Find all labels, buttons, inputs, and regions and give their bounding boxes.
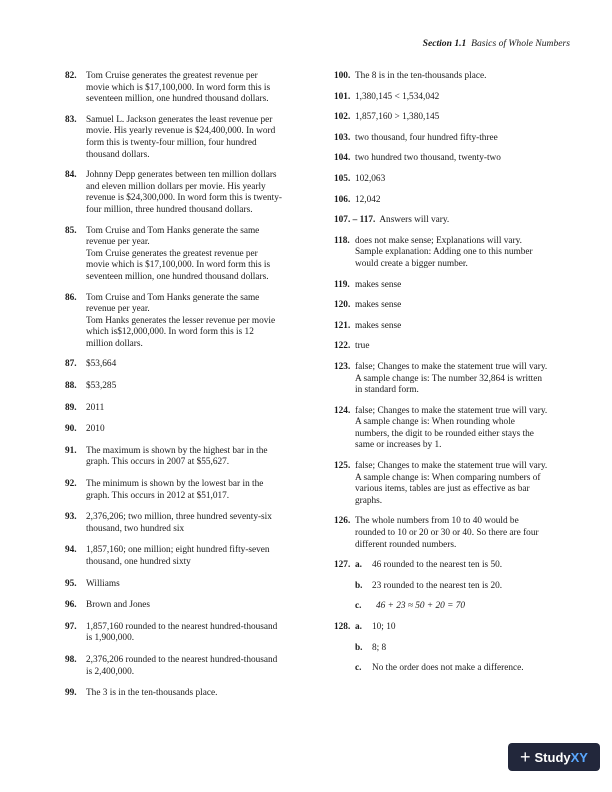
- answer-line: A sample change is: The number 32,864 is written: [355, 373, 543, 384]
- answer-number: 128.: [334, 622, 351, 632]
- answer-line: 1,857,160 > 1,380,145: [355, 112, 440, 123]
- answer-line: Tom Cruise and Tom Hanks generate the same: [86, 292, 260, 303]
- page-header: [423, 38, 570, 49]
- answer-line: graphs.: [355, 495, 383, 506]
- answer-line: A sample change is: When comparing numbers of: [355, 472, 541, 483]
- answer-part: [355, 622, 584, 634]
- answer-line: various items, tables are just as effective as bar: [355, 484, 530, 495]
- answer-item: [334, 71, 584, 83]
- answer-number: 105.: [334, 173, 351, 184]
- answer-item: [65, 115, 325, 161]
- answer-line: 12,042: [355, 194, 381, 205]
- part-text: 23 rounded to the nearest ten is 20.: [372, 580, 503, 591]
- answer-line: false; Changes to make the statement true will vary.: [355, 361, 548, 372]
- answer-line: 2,376,206 rounded to the nearest hundred-thousand: [86, 654, 278, 665]
- answer-number: 86.: [65, 292, 77, 303]
- answer-item: [334, 461, 584, 507]
- answer-line: seventeen million, one hundred thousand dollars.: [86, 94, 269, 105]
- part-label: a.: [355, 622, 362, 632]
- answer-item: [334, 280, 584, 292]
- answer-line: true: [355, 341, 370, 352]
- answer-line: graph. This occurs in 2007 at $55,627.: [86, 457, 230, 468]
- answer-number: 88.: [65, 381, 77, 392]
- answer-line: rounded to 10 or 20 or 30 or 40. So there are four: [355, 528, 539, 539]
- answer-number: 96.: [65, 600, 77, 611]
- answer-item: [334, 92, 584, 104]
- answer-line: Tom Cruise generates the greatest revenue per: [86, 248, 258, 259]
- answer-line: Answers will vary.: [379, 215, 450, 226]
- answer-line: $53,285: [86, 381, 117, 392]
- answer-line: revenue per year.: [86, 304, 150, 315]
- answer-item: [65, 403, 325, 415]
- answer-item: [334, 406, 584, 452]
- part-text: No the order does not make a difference.: [372, 663, 524, 674]
- answer-item: [334, 112, 584, 124]
- answer-item: [65, 293, 325, 351]
- answer-item: [334, 516, 584, 551]
- answer-part: [355, 560, 584, 572]
- answer-line: is 1,900,000.: [86, 633, 135, 644]
- answer-number: 92.: [65, 479, 77, 490]
- answer-line: is 2,400,000.: [86, 666, 135, 677]
- answer-line: The maximum is shown by the highest bar in the: [86, 445, 268, 456]
- answer-number: 124.: [334, 405, 351, 416]
- answer-line: 2010: [86, 424, 105, 435]
- answer-number: 83.: [65, 114, 77, 125]
- answer-line: same or increases by 1.: [355, 440, 442, 451]
- answer-number: 100.: [334, 71, 351, 81]
- answer-line: movie which is $17,100,000. In word form this is: [86, 260, 271, 271]
- answer-number: 82.: [65, 71, 77, 81]
- answer-number: 123.: [334, 361, 351, 372]
- part-label: a.: [355, 560, 362, 571]
- answer-line: makes sense: [355, 300, 402, 311]
- answer-line: thousand dollars.: [86, 149, 150, 160]
- answer-number: 98.: [65, 654, 77, 665]
- answer-number: 102.: [334, 112, 351, 123]
- answer-line: different rounded numbers.: [355, 539, 457, 550]
- answer-line: revenue is $24,300,000. In word form this is twenty-: [86, 193, 282, 204]
- answer-item: [65, 226, 325, 284]
- answer-item: [65, 512, 325, 535]
- answer-number: 94.: [65, 545, 77, 556]
- answer-item: [334, 341, 584, 353]
- answer-item: [65, 479, 325, 502]
- answer-line: Williams: [86, 578, 120, 589]
- part-text: 8; 8: [372, 642, 387, 653]
- answer-line: 1,857,160; one million; eight hundred fifty-seven: [86, 545, 270, 556]
- section-title: Basics of Whole Numbers: [471, 38, 570, 49]
- answer-line: Tom Cruise generates the greatest revenue per: [86, 71, 258, 81]
- answer-number: 103.: [334, 132, 351, 143]
- left-column: [65, 71, 325, 710]
- part-label: b.: [355, 580, 363, 591]
- part-text: 10; 10: [372, 622, 396, 632]
- answer-item: [65, 359, 325, 371]
- answer-line: does not make sense; Explanations will vary.: [355, 235, 522, 246]
- answer-line: false; Changes to make the statement true will vary.: [355, 461, 548, 472]
- answer-line: 1,380,145 < 1,534,042: [355, 91, 440, 102]
- part-label: c.: [355, 663, 362, 674]
- answer-number: 101.: [334, 91, 351, 102]
- answer-item: [65, 71, 325, 106]
- answer-number: 84.: [65, 170, 77, 181]
- answer-line: in standard form.: [355, 385, 419, 396]
- answer-line: The 8 is in the ten-thousands place.: [355, 71, 487, 81]
- answer-item: [334, 321, 584, 333]
- answer-line: Johnny Depp generates between ten million dollars: [86, 170, 277, 181]
- answer-line: seventeen million, one hundred thousand dollars.: [86, 271, 269, 282]
- answer-number: 118.: [334, 235, 350, 246]
- answer-part: [355, 663, 584, 675]
- answer-line: thousand, two hundred six: [86, 523, 185, 534]
- answer-number: 122.: [334, 341, 351, 352]
- answer-line: 2011: [86, 402, 105, 413]
- answer-number: 97.: [65, 621, 77, 632]
- answer-line: The whole numbers from 10 to 40 would be: [355, 516, 519, 527]
- answer-item: [65, 579, 325, 591]
- answer-line: which is$12,000,000. In word form this is 12: [86, 327, 254, 338]
- answer-line: movie which is $17,100,000. In word form this is: [86, 82, 271, 93]
- answer-item: [334, 174, 584, 186]
- answer-line: Sample explanation: Adding one to this number: [355, 247, 533, 258]
- answer-number: 99.: [65, 688, 77, 699]
- answer-line: movie. His yearly revenue is $24,400,000. In word: [86, 126, 276, 137]
- answer-item: [65, 381, 325, 393]
- answer-line: graph. This occurs in 2012 at $51,017.: [86, 490, 230, 501]
- answer-number: 87.: [65, 359, 77, 370]
- answer-item: [334, 560, 584, 613]
- answer-number: 107. – 117.: [334, 215, 376, 226]
- answer-line: A sample change is: When rounding whole: [355, 417, 515, 428]
- answer-line: 2,376,206; two million, three hundred seventy-six: [86, 512, 272, 523]
- answer-line: Samuel L. Jackson generates the least revenue per: [86, 114, 273, 125]
- answer-line: thousand, one hundred sixty: [86, 557, 191, 567]
- answer-number: 121.: [334, 320, 351, 331]
- answer-line: makes sense: [355, 320, 402, 331]
- answer-line: Tom Cruise and Tom Hanks generate the same: [86, 225, 260, 236]
- answer-item: [334, 215, 584, 227]
- answer-line: Tom Hanks generates the lesser revenue per movie: [86, 315, 276, 326]
- answer-number: 93.: [65, 512, 77, 523]
- answer-item: [65, 424, 325, 436]
- answer-number: 95.: [65, 578, 77, 589]
- answer-item: [65, 655, 325, 678]
- part-text: 46 + 23 ≈ 50 + 20 = 70: [376, 601, 466, 612]
- answer-item: [65, 600, 325, 612]
- answer-item: [334, 362, 584, 397]
- answer-line: The 3 is in the ten-thousands place.: [86, 688, 218, 699]
- answer-number: 127.: [334, 560, 351, 571]
- answer-item: [65, 688, 325, 700]
- answer-number: 91.: [65, 445, 77, 456]
- answer-line: 102,063: [355, 173, 386, 184]
- answer-item: [334, 236, 584, 271]
- section-number: Section 1.1: [422, 38, 467, 49]
- answer-line: 1,857,160 rounded to the nearest hundred-thousand: [86, 621, 278, 632]
- answer-line: makes sense: [355, 279, 402, 290]
- studyxy-logo[interactable]: [508, 743, 600, 771]
- answer-number: 89.: [65, 402, 77, 413]
- answer-item: [65, 622, 325, 645]
- part-label: c.: [355, 601, 362, 612]
- part-label: b.: [355, 642, 363, 653]
- answer-line: form this is twenty-four million, four hundred: [86, 137, 257, 148]
- answer-number: 90.: [65, 424, 77, 435]
- answer-number: 126.: [334, 516, 351, 527]
- answer-item: [334, 300, 584, 312]
- logo-text-study: Study: [534, 749, 571, 765]
- answer-line: false; Changes to make the statement true will vary.: [355, 405, 548, 416]
- answer-item: [334, 153, 584, 165]
- answer-line: two thousand, four hundred fifty-three: [355, 132, 498, 143]
- answer-line: $53,664: [86, 359, 117, 370]
- answer-line: The minimum is shown by the lowest bar in the: [86, 479, 264, 490]
- answer-item: [65, 446, 325, 469]
- answer-number: 125.: [334, 461, 351, 472]
- answer-number: 120.: [334, 300, 351, 311]
- answer-line: numbers, the digit to be rounded either stays the: [355, 428, 534, 439]
- answer-line: revenue per year.: [86, 237, 150, 248]
- answer-number: 104.: [334, 153, 351, 164]
- answer-item: [65, 170, 325, 216]
- answer-item: [65, 545, 325, 568]
- logo-text-xy: XY: [570, 749, 588, 765]
- answer-part: [355, 643, 584, 655]
- right-column: [334, 71, 584, 685]
- answer-number: 85.: [65, 225, 77, 236]
- answer-number: 119.: [334, 279, 350, 290]
- answer-line: Brown and Jones: [86, 600, 151, 611]
- answer-item: [334, 622, 584, 675]
- answer-line: and eleven million dollars per movie. His yearly: [86, 181, 266, 192]
- answer-line: four million, three hundred thousand dollars.: [86, 204, 253, 215]
- answer-line: would create a bigger number.: [355, 258, 468, 269]
- plus-icon: +: [520, 747, 531, 767]
- part-text: 46 rounded to the nearest ten is 50.: [372, 560, 503, 571]
- answer-part: [355, 601, 584, 613]
- answer-item: [334, 133, 584, 145]
- answer-part: [355, 581, 584, 593]
- answer-item: [334, 195, 584, 207]
- answer-line: two hundred two thousand, twenty-two: [355, 153, 501, 164]
- answer-line: million dollars.: [86, 338, 143, 349]
- answer-number: 106.: [334, 194, 351, 205]
